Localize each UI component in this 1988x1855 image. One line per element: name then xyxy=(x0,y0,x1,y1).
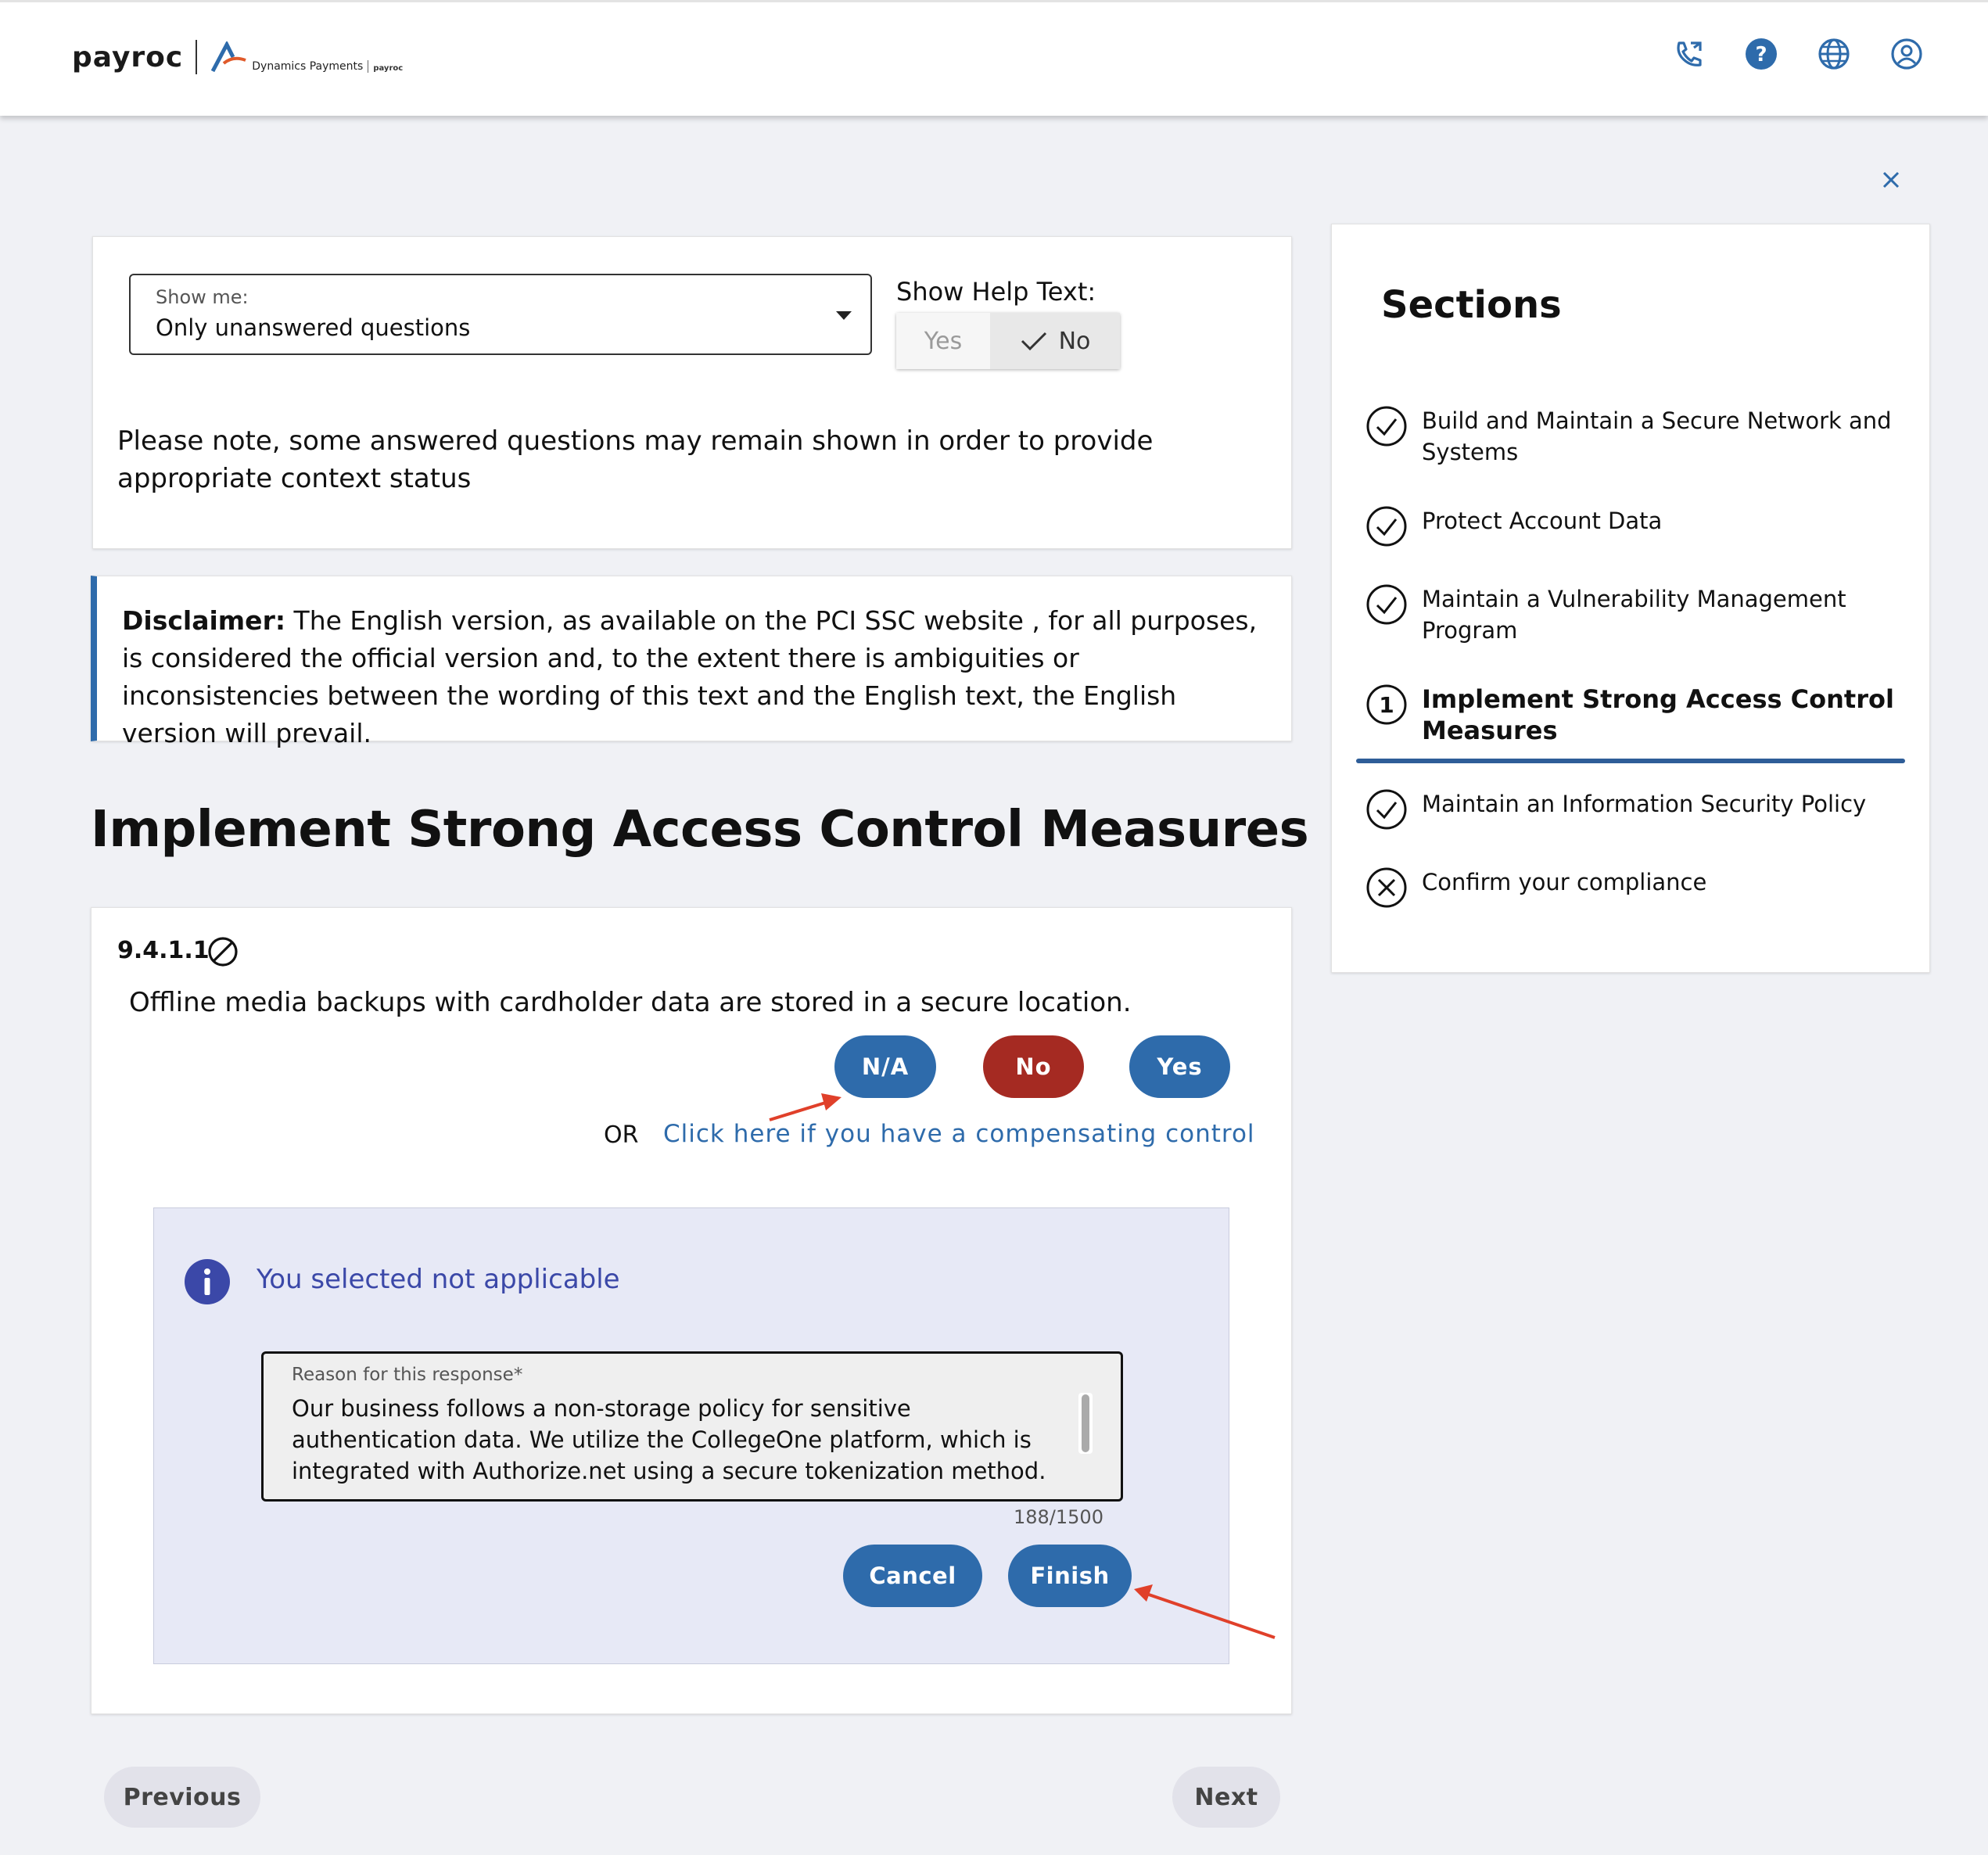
partner-sub-brand: payroc xyxy=(373,64,404,73)
active-section-indicator xyxy=(1356,759,1905,763)
sections-title: Sections xyxy=(1381,283,1562,327)
no-button[interactable]: No xyxy=(983,1035,1084,1098)
info-icon xyxy=(185,1259,230,1304)
page-title: Implement Strong Access Control Measures xyxy=(91,801,1309,859)
yes-button[interactable]: Yes xyxy=(1129,1035,1230,1098)
svg-text:?: ? xyxy=(1755,43,1767,66)
section-label-active: Implement Strong Access Control Measures xyxy=(1422,684,1894,745)
finish-button[interactable]: Finish xyxy=(1008,1545,1132,1607)
brand-logo[interactable] xyxy=(72,34,403,81)
step-number-icon xyxy=(1365,684,1408,726)
reason-scrollbar-thumb[interactable] xyxy=(1082,1394,1089,1452)
check-circle-icon xyxy=(1365,583,1408,626)
help-icon[interactable] xyxy=(1744,37,1778,71)
disclaimer-text xyxy=(122,602,1272,752)
section-step-badge: 1 xyxy=(1379,692,1394,718)
x-circle-icon xyxy=(1365,867,1408,909)
next-button[interactable]: Next xyxy=(1172,1767,1280,1828)
or-label: OR xyxy=(604,1121,639,1149)
help-toggle-yes[interactable] xyxy=(896,313,990,369)
section-label: Protect Account Data xyxy=(1422,508,1663,534)
disclaimer-body: The English version, as available on the PCI SSC website , for all purposes, is considered the official version and, to the extent there is ambiguities or inconsistencies between the wording of this text and the English text, the English version will prevail. xyxy=(122,605,1258,748)
reason-textarea[interactable] xyxy=(261,1351,1123,1502)
section-label: Confirm your compliance xyxy=(1422,869,1707,895)
section-label: Build and Maintain a Secure Network and Systems xyxy=(1422,407,1892,465)
section-label: Maintain a Vulnerability Management Program xyxy=(1422,586,1846,644)
dynamics-logo-icon xyxy=(210,41,250,73)
help-toggle-yes-label: Yes xyxy=(924,327,963,355)
filter-note: Please note, some answered questions may remain shown in order to provide appropriate context status xyxy=(117,425,1154,494)
compensating-control-link[interactable]: Click here if you have a compensating control xyxy=(663,1120,1255,1148)
phone-icon[interactable] xyxy=(1672,37,1706,71)
disclaimer-label: Disclaimer: xyxy=(122,605,286,636)
check-circle-icon xyxy=(1365,788,1408,831)
logo-divider xyxy=(196,40,197,74)
top-bar xyxy=(0,0,1988,116)
show-me-value: Only unanswered questions xyxy=(156,314,471,341)
not-applicable-icon xyxy=(206,935,239,968)
close-icon[interactable] xyxy=(1877,166,1905,194)
show-me-label: Show me: xyxy=(156,286,249,308)
reason-label: Reason for this response* xyxy=(292,1365,523,1385)
help-toggle-no-label: No xyxy=(1058,327,1091,355)
character-counter: 188/1500 xyxy=(1014,1506,1103,1528)
reason-scrollbar[interactable] xyxy=(1078,1393,1093,1454)
na-button[interactable]: N/A xyxy=(834,1035,936,1098)
section-label: Maintain an Information Security Policy xyxy=(1422,791,1867,817)
globe-icon[interactable] xyxy=(1817,37,1851,71)
check-circle-icon xyxy=(1365,505,1408,547)
question-number: 9.4.1.1 xyxy=(117,937,210,964)
reason-text[interactable]: Our business follows a non-storage policy for sensitive authentication data. We utilize the CollegeOne platform, which is integrated with Authorize.net using a secure tokenization method. xyxy=(292,1395,1046,1484)
dropdown-caret-icon[interactable] xyxy=(836,311,852,320)
show-me-select[interactable] xyxy=(129,274,872,355)
show-help-text-label: Show Help Text: xyxy=(896,277,1096,307)
help-toggle-no[interactable] xyxy=(990,313,1120,369)
question-text: Offline media backups with cardholder data are stored in a secure location. xyxy=(129,987,1132,1018)
brand-name: payroc xyxy=(72,41,184,74)
checkmark-icon xyxy=(1020,330,1048,352)
cancel-button[interactable]: Cancel xyxy=(843,1545,982,1607)
check-circle-icon xyxy=(1365,405,1408,447)
partner-brand-name: Dynamics Payments xyxy=(252,60,364,73)
not-applicable-title: You selected not applicable xyxy=(257,1264,620,1295)
partner-logo xyxy=(210,41,403,73)
previous-button[interactable]: Previous xyxy=(104,1767,260,1828)
user-icon[interactable] xyxy=(1889,37,1924,71)
help-text-toggle[interactable] xyxy=(896,313,1120,369)
